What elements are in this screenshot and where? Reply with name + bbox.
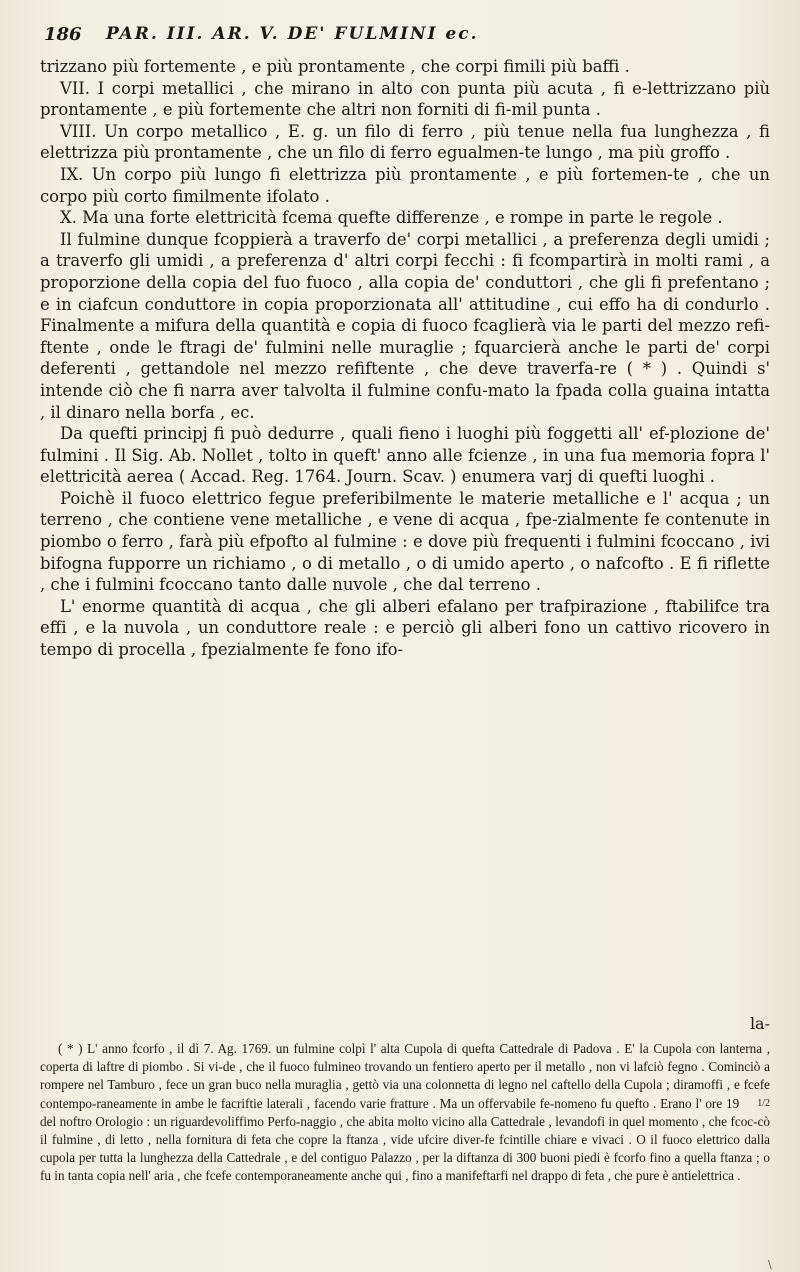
paragraph: trizzano più fortemente , e più prontamente , che corpi fimili più baffi . xyxy=(40,57,630,76)
main-text xyxy=(40,56,770,661)
corner-mark: \ xyxy=(768,1258,772,1271)
paragraph: VIII. Un corpo metallico , E. g. un filo di ferro , più tenue nella fua lunghezza , fi elettrizza più prontamente , che un filo di ferro egualmen-te lungo , ma più groffo . xyxy=(40,121,770,163)
footnote xyxy=(40,1040,770,1186)
footnote-fraction: 1/2 xyxy=(757,1097,770,1109)
page-header xyxy=(44,24,770,50)
running-head: PAR. III. AR. V. DE' FULMINI ec. xyxy=(106,24,479,44)
paragraph: Il fulmine dunque fcoppierà a traverfo de' corpi metallici , a preferenza degli umidi ; a traverfo gli umidi , a preferenza d' altri corpi fecchi : fi fcompartirà in molti rami , a proporzione della copia del fuo fuoco , alla copia de' conduttori , che gli fi prefentano ; e in ciafcun conduttore in copia proporzionata all' attitudine , cui effo ha di condurlo . Finalmente a mifura della quantità e copia di fuoco fcaglierà via le parti del mezzo refi-ftente , onde le ftragi de' fulmini nelle muraglie ; fquarcierà anche le parti de' corpi deferenti , gettandole nel mezzo refiftente , che deve traverfa-re ( * ) . Quindi s' intende ciò che fi narra aver talvolta il fulmine confu-mato la fpada colla guaina intatta , il dinaro nella borfa , ec. xyxy=(40,229,770,422)
paragraph: Da quefti principj fi può dedurre , quali fieno i luoghi più foggetti all' ef-plozione de' fulmini . Il Sig. Ab. Nollet , tolto in queft' anno alle fcienze , in una fua memoria fopra l' elettricità aerea ( Accad. Reg. 1764. Journ. Scav. ) enumera varj di quefti luoghi . xyxy=(40,424,770,487)
paragraph: IX. Un corpo più lungo fi elettrizza più prontamente , e più fortemen-te , che un corpo più corto fimilmente ifolato . xyxy=(40,164,770,206)
paragraph: Poichè il fuoco elettrico fegue preferibilmente le materie metalliche e l' acqua ; un terreno , che contiene vene metalliche , e vene di acqua , fpe-zialmente fe contenute in piombo o ferro , farà più efpofto al fulmine : e dove più frequenti i fulmini fcoccano , ivi bifogna fupporre un richiamo , o di metallo , o di umido aperto , o nafcofto . E fi riflette , che i fulmini fcoccano tanto dalle nuvole , che dal terreno . xyxy=(40,488,770,595)
page-number: 186 xyxy=(44,24,82,45)
footnote-text-end: del noftro Orologio : un riguardevoliffimo Perfo-naggio , che abita molto vicino alla Cattedrale , levandofi in quel momento , che fcoc-cò il fulmine , di letto , nella fornitura di feta che copre la ftanza , vide ufcire diver-fe fcintille chiare e vivaci . O il fuoco elettrico dalla cupola per tutta la lunghezza della Cattedrale , e del contiguo Palazzo , per la diftanza di 300 buoni piedi è fcorfo fino a quella ftanza ; o fu in tanta copia nell' aria , che fcefe contemporaneamente anche qui , fino a manifeftarfi nel drappo di feta , che pure è antielettrica . xyxy=(40,1113,770,1184)
catchword: la- xyxy=(749,1014,770,1033)
paragraph: VII. I corpi metallici , che mirano in alto con punta più acuta , fi e-lettrizzano più prontamente , e più fortemente che altri non forniti di fi-mil punta . xyxy=(40,78,770,120)
paragraph: X. Ma una forte elettricità fcema quefte differenze , e rompe in parte le regole . xyxy=(60,208,723,228)
footnote-text-start: ( * ) L' anno fcorfo , il dì 7. Ag. 1769. un fulmine colpì l' alta Cupola di quefta Cattedrale di Padova . E' la Cupola con lanterna , coperta di laftre di piombo . Si vi-de , che il fuoco fulmineo trovando un fentiero aperto per il metallo , non vi lafciò fegno . Cominciò a rompere nel Tamburo , fece un gran buco nella muraglia , gettò via una colonnetta di legno nel caftello della Cupola ; diramoffi , e fcefe contempo-raneamente in ambe le facriftie laterali , facendo varie fratture . Ma un offervabile fe-nomeno fu quefto . Erano l' ore 19 xyxy=(40,1041,770,1111)
paragraph: L' enorme quantità di acqua , che gli alberi efalano per trafpirazione , ftabilifce tra effi , e la nuvola , un conduttore reale : e perciò gli alberi fono un cattivo ricovero in tempo di procella , fpezialmente fe fono ifo- xyxy=(40,596,770,660)
